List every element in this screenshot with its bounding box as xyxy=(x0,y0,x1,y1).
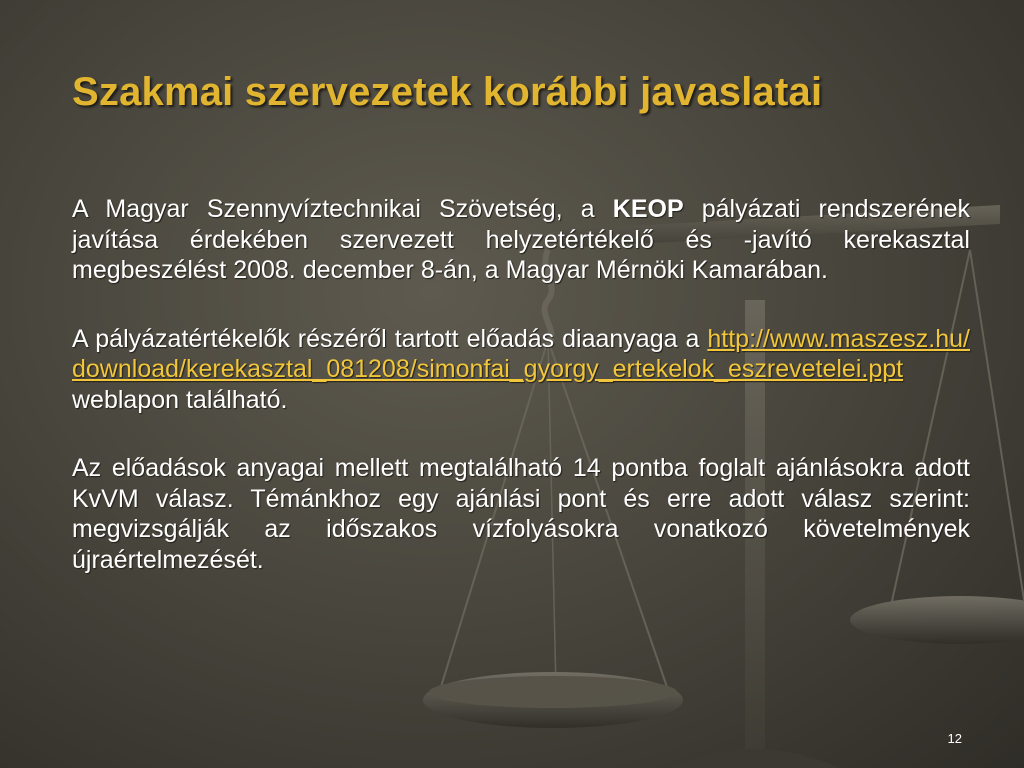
paragraph-recommendations: Az előadások anyagai mellett megtalálható 14 pontba foglalt ajánlásokra adott KvVM válasz. Témánkhoz egy ajánlási pont és erre adott válasz szerint: megvizsgálják az időszakos vízfolyásokra vonatkozó követelmények újraértelmezését. xyxy=(72,454,970,574)
paragraph-presentation-text-end: weblapon található. xyxy=(72,385,288,414)
page-number: 12 xyxy=(947,731,962,746)
slide-body xyxy=(72,194,970,613)
presentation-download-link[interactable]: http://www.maszesz.hu/download/kerekasztal_081208/simonfai_gyorgy_ertekelok_eszrevetelei.ppt xyxy=(72,324,970,383)
paragraph-presentation xyxy=(72,324,970,416)
keop-bold-text: KEOP xyxy=(612,195,684,223)
paragraph-keop xyxy=(72,194,970,286)
slide-title: Szakmai szervezetek korábbi javaslatai xyxy=(72,70,823,114)
paragraph-keop-text-start: A Magyar Szennyvíztechnikai Szövetség, a xyxy=(72,195,613,223)
paragraph-keop-text-end: pályázati rendszerének javítása érdekében szervezett helyzetértékelő és -javító kerekasztal megbeszélést 2008. december 8-án, a Magyar Mérnöki Kamarában. xyxy=(72,195,970,284)
paragraph-presentation-text-start: A pályázatértékelők részéről tartott előadás diaanyaga a xyxy=(72,324,708,353)
